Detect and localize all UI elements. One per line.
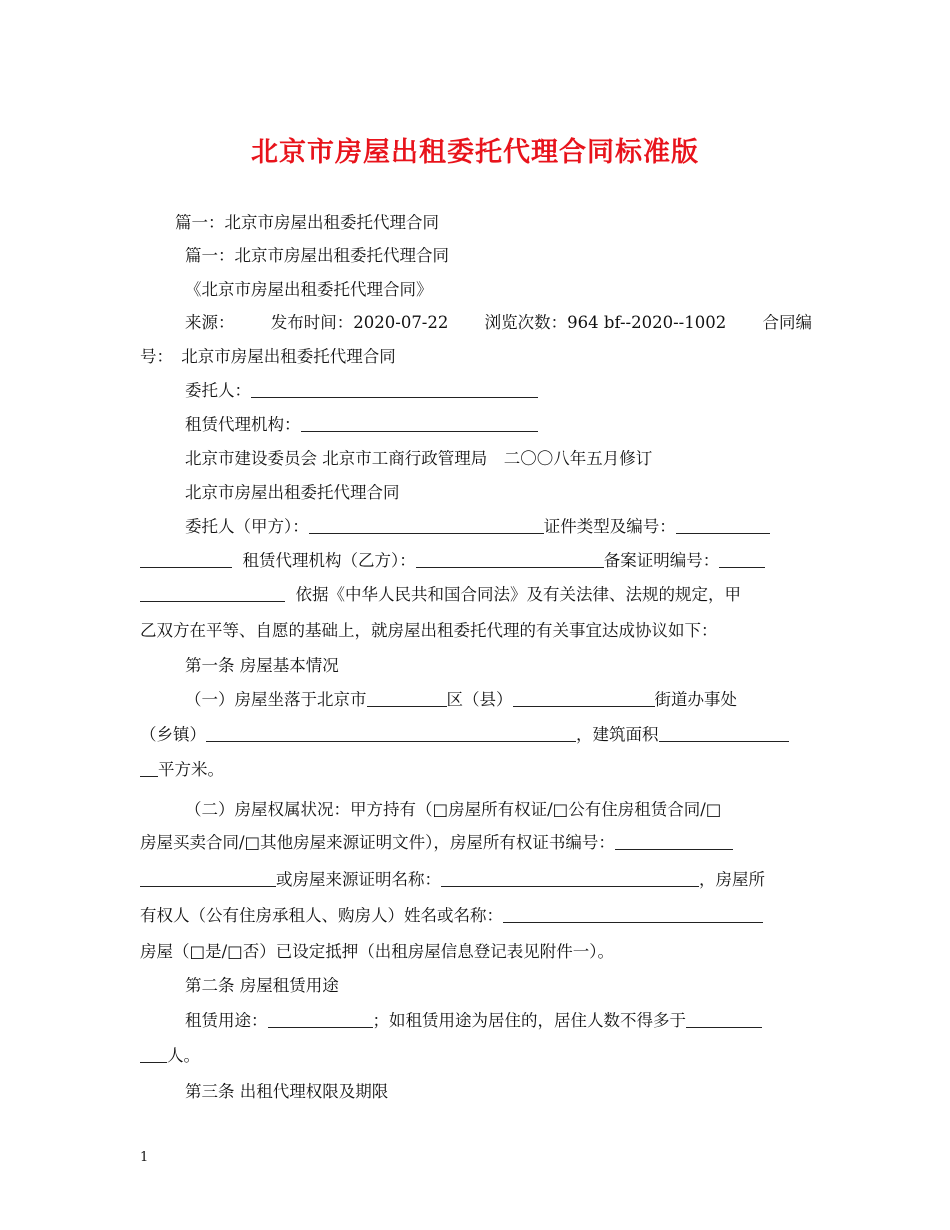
blank-field — [615, 833, 733, 850]
blank-field — [719, 551, 765, 568]
blank-field — [206, 725, 576, 742]
line-19 — [140, 833, 812, 853]
filing-no-label: 备案证明编号： — [603, 551, 720, 570]
page-number: 1 — [140, 1150, 149, 1165]
blank-field — [140, 1046, 167, 1063]
certificate-no-label: 房屋买卖合同/□其他房屋来源证明文件），房屋所有权证书编号： — [140, 833, 615, 852]
party-b-label: 租赁代理机构（乙方）： — [242, 551, 416, 570]
subdistrict-label: 街道办事处 — [654, 690, 737, 709]
line-16 — [140, 725, 812, 745]
contract-no-label: 合同编 — [762, 313, 812, 332]
blank-field — [686, 1011, 762, 1028]
line-17 — [140, 760, 812, 780]
line-18: （二）房屋权属状况：甲方持有（□房屋所有权证/□公有住房租赁合同/□ — [185, 800, 722, 819]
line-11 — [140, 551, 812, 571]
blank-field — [268, 1011, 373, 1028]
line-14: 第一条 房屋基本情况 — [185, 656, 339, 675]
source-doc-label: 或房屋来源证明名称： — [276, 870, 441, 889]
id-type-label: 证件类型及编号： — [543, 517, 676, 536]
line-23: 第二条 房屋租赁用途 — [185, 976, 339, 995]
line-10 — [140, 517, 812, 537]
blank-field — [503, 906, 763, 923]
blank-field — [513, 690, 655, 707]
blank-field — [367, 690, 447, 707]
area-label: ，建筑面积 — [576, 725, 659, 744]
party-a-label: 委托人（甲方）： — [185, 517, 309, 536]
line-5: 号： 北京市房屋出租委托代理合同 — [140, 347, 396, 366]
line-6 — [140, 381, 812, 401]
agency-label: 租赁代理机构： — [185, 415, 301, 434]
blank-field — [441, 870, 699, 887]
town-label: （乡镇） — [140, 725, 206, 744]
owner-name-label: 有权人（公有住房承租人、购房人）姓名或名称： — [140, 906, 503, 925]
document-title: 北京市房屋出租委托代理合同标准版 — [251, 137, 699, 168]
line-3: 《北京市房屋出租委托代理合同》 — [185, 280, 433, 299]
blank-field — [676, 517, 770, 534]
blank-field — [659, 725, 789, 742]
line-25 — [140, 1046, 812, 1066]
blank-field — [140, 870, 276, 887]
line-8: 北京市建设委员会 北京市工商行政管理局 二〇〇八年五月修订 — [185, 449, 653, 468]
blank-field — [416, 551, 604, 568]
view-count: 浏览次数：964 bf--2020--1002 — [484, 313, 727, 332]
occupancy-label: ；如租赁用途为居住的，居住人数不得多于 — [372, 1011, 686, 1030]
district-label: 区（县） — [446, 690, 513, 709]
line-9: 北京市房屋出租委托代理合同 — [185, 483, 400, 502]
blank-field — [301, 415, 538, 432]
line-20 — [140, 870, 812, 890]
principal-label: 委托人： — [185, 381, 251, 400]
line-13: 乙双方在平等、自愿的基础上，就房屋出租委托代理的有关事宜达成协议如下： — [140, 621, 718, 640]
owner-prefix: ，房屋所 — [699, 870, 765, 889]
blank-field — [140, 551, 232, 568]
source-label: 来源： — [185, 313, 235, 332]
line-2: 篇一：北京市房屋出租委托代理合同 — [185, 246, 449, 265]
line-26: 第三条 出租代理权限及期限 — [185, 1082, 389, 1101]
line-24 — [140, 1011, 812, 1031]
blank-field — [251, 381, 538, 398]
line-22: 房屋（□是/□否）已设定抵押（出租房屋信息登记表见附件一）。 — [140, 942, 614, 961]
line-12 — [140, 585, 812, 605]
line-4 — [140, 313, 812, 333]
people-unit: 人。 — [167, 1046, 200, 1065]
area-unit: 平方米。 — [158, 760, 224, 779]
line-15 — [140, 690, 812, 710]
location-prefix: （一）房屋坐落于北京市 — [185, 690, 367, 709]
publish-date: 发布时间：2020-07-22 — [270, 313, 449, 332]
line-7 — [140, 415, 812, 435]
blank-field — [309, 517, 544, 534]
blank-field — [140, 760, 158, 777]
line-1: 篇一：北京市房屋出租委托代理合同 — [175, 213, 439, 232]
blank-field — [140, 585, 285, 602]
line-12-text: 依据《中华人民共和国合同法》及有关法律、法规的规定，甲 — [295, 585, 741, 604]
line-21 — [140, 906, 812, 926]
usage-label: 租赁用途： — [185, 1011, 268, 1030]
